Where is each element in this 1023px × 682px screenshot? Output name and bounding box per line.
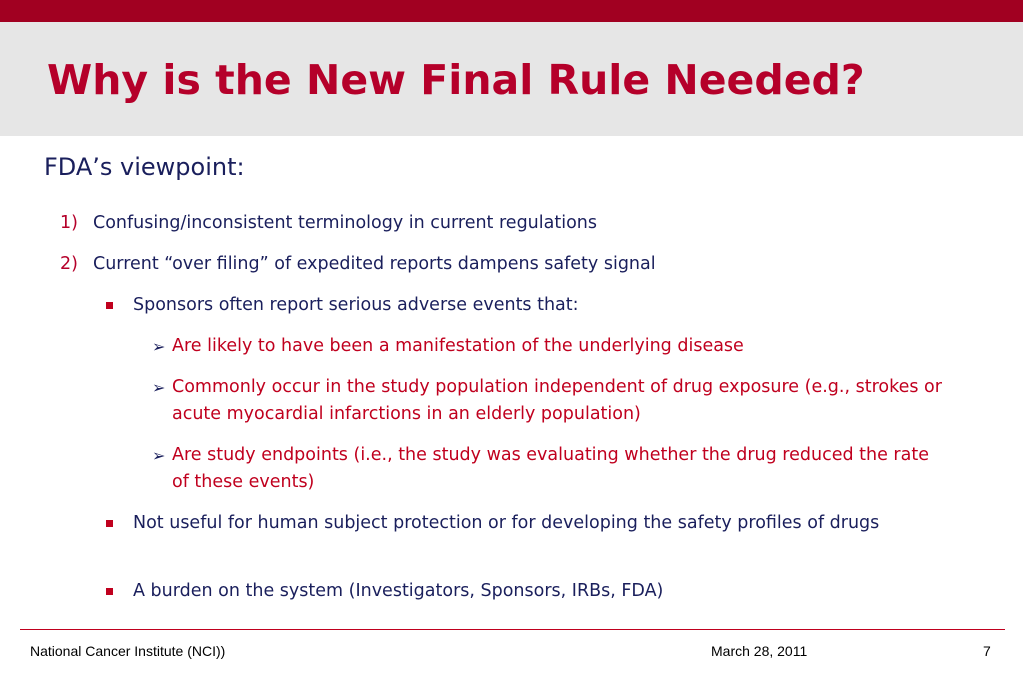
numbered-marker-1: 1) (60, 213, 78, 233)
square-bullet-icon (106, 302, 113, 309)
bullet-item-1-text: Sponsors often report serious adverse events that: (133, 295, 579, 315)
numbered-item-1 (60, 210, 960, 237)
arrow-bullet-icon: ➢ (152, 446, 166, 465)
bullet-item-2 (106, 510, 966, 537)
subbullet-item-3-text: Are study endpoints (i.e., the study was evaluating whether the drug reduced the rate of these events) (172, 445, 929, 492)
square-bullet-icon (106, 588, 113, 595)
square-bullet-icon (106, 520, 113, 527)
arrow-bullet-icon: ➢ (152, 337, 166, 356)
subbullet-item-2 (152, 374, 942, 428)
subbullet-item-1-text: Are likely to have been a manifestation of the underlying disease (172, 336, 744, 356)
numbered-item-1-text: Confusing/inconsistent terminology in current regulations (93, 213, 597, 233)
numbered-item-2-text: Current “over filing” of expedited reports dampens safety signal (93, 254, 656, 274)
numbered-item-2 (60, 251, 960, 278)
bullet-item-1 (106, 292, 966, 319)
subbullet-item-2-text: Commonly occur in the study population independent of drug exposure (e.g., strokes or acute myocardial infarctions in an elderly population) (172, 377, 942, 424)
subbullet-item-1 (152, 333, 962, 360)
numbered-marker-2: 2) (60, 254, 78, 274)
bullet-item-3 (106, 578, 966, 605)
footer-organization: National Cancer Institute (NCI)) (30, 643, 226, 659)
slide-title: Why is the New Final Rule Needed? (47, 56, 865, 104)
footer-divider (20, 629, 1005, 630)
footer-page-number: 7 (983, 643, 991, 659)
arrow-bullet-icon: ➢ (152, 378, 166, 397)
bullet-item-2-text: Not useful for human subject protection or for developing the safety profiles of drugs (133, 513, 880, 533)
subbullet-item-3 (152, 442, 932, 496)
footer-date: March 28, 2011 (711, 643, 808, 659)
slide-subheading: FDA’s viewpoint: (44, 153, 245, 181)
top-accent-bar (0, 0, 1023, 22)
bullet-item-3-text: A burden on the system (Investigators, Sponsors, IRBs, FDA) (133, 581, 664, 601)
